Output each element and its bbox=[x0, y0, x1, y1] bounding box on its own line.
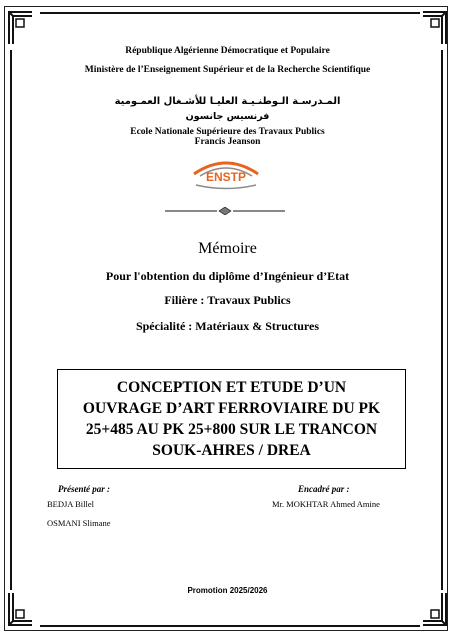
document-type: Mémoire bbox=[198, 240, 257, 257]
school-name-arabic: المـدرسـة الـوطنـيـة العليـا للأشـغال العمـومية bbox=[114, 96, 341, 107]
student-name: BEDJA Billel bbox=[47, 499, 94, 509]
corner-ornament-icon bbox=[421, 8, 449, 46]
supervised-by-label: Encadré par : bbox=[298, 484, 350, 494]
thesis-title-line: SOUK-AHRES / DREA bbox=[152, 442, 311, 459]
thesis-title-line: 25+485 AU PK 25+800 SUR LE TRANCON bbox=[85, 421, 378, 438]
border-line-bottom bbox=[40, 625, 420, 627]
ornamental-divider bbox=[165, 207, 285, 215]
school-patron-arabic: فرنسيس جانسون bbox=[185, 111, 270, 122]
enstp-logo bbox=[186, 154, 266, 192]
specialite: Spécialité : Matériaux & Structures bbox=[135, 319, 320, 333]
school-patron: Francis Jeanson bbox=[194, 137, 261, 147]
promotion-year: Promotion 2025/2026 bbox=[187, 586, 268, 595]
degree-purpose: Pour l'obtention du diplôme d’Ingénieur d’Etat bbox=[105, 269, 350, 283]
republic-heading: République Algérienne Démocratique et Populaire bbox=[125, 46, 330, 56]
ministry-heading: Ministère de l’Enseignement Supérieur et de la Recherche Scientifique bbox=[84, 65, 371, 75]
corner-ornament-icon bbox=[421, 591, 449, 629]
presented-by-label: Présenté par : bbox=[58, 484, 110, 494]
student-name: OSMANI Slimane bbox=[47, 518, 111, 528]
supervisor-name: Mr. MOKHTAR Ahmed Amine bbox=[272, 499, 380, 509]
border-line-top bbox=[40, 12, 420, 14]
filiere: Filière : Travaux Publics bbox=[164, 293, 291, 307]
corner-ornament-icon bbox=[6, 591, 34, 629]
corner-ornament-icon bbox=[6, 8, 34, 46]
school-name: Ecole Nationale Supérieure des Travaux Publics bbox=[130, 127, 325, 137]
logo-text: ENSTP bbox=[205, 170, 247, 184]
thesis-title-line: CONCEPTION ET ETUDE D’UN bbox=[116, 379, 347, 396]
thesis-title-box bbox=[57, 369, 406, 469]
thesis-title-line: OUVRAGE D’ART FERROVIAIRE DU PK bbox=[82, 400, 381, 417]
